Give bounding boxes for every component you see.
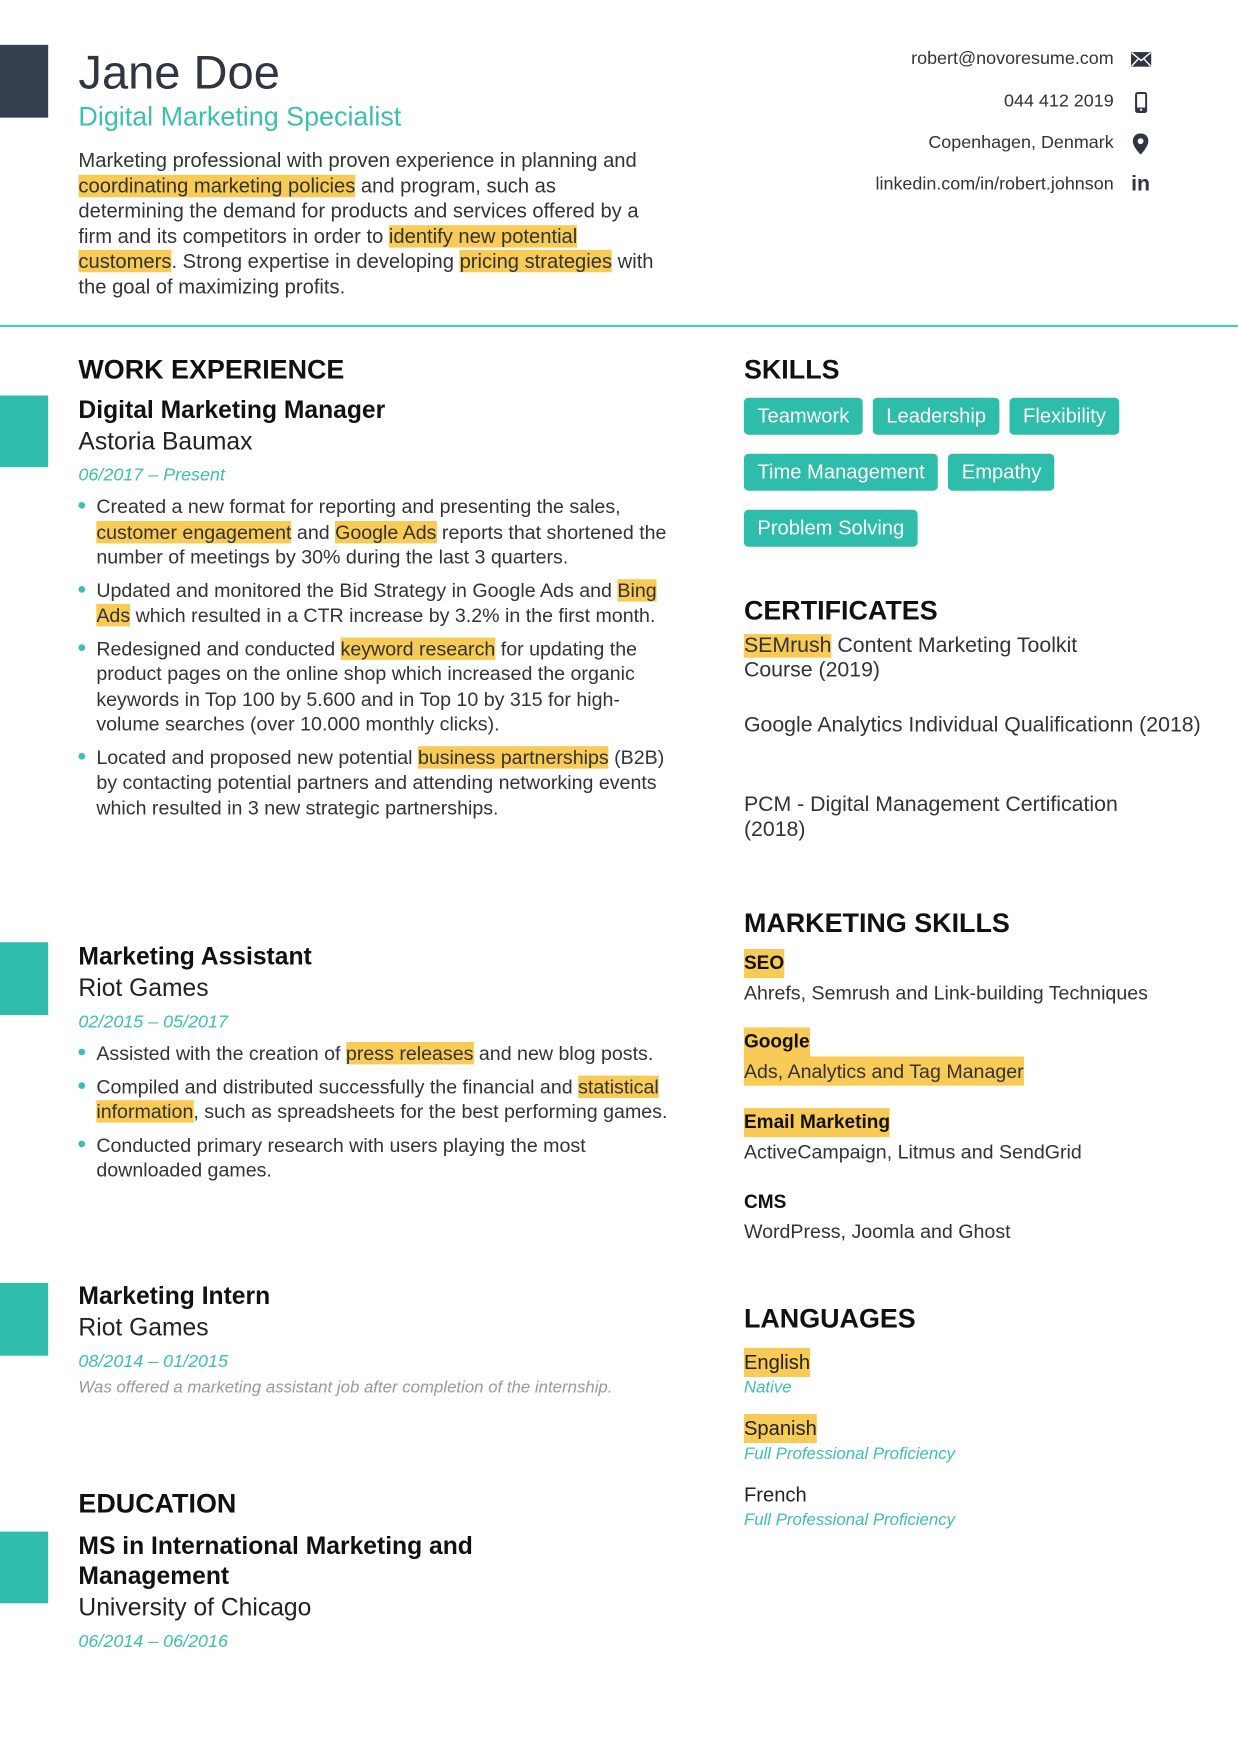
marketing-skill-desc: Ads, Analytics and Tag Manager [744, 1057, 1024, 1086]
text-segment: PCM - Digital Management Certification (2018) [743, 793, 1118, 842]
marketing-skill-name: Email Marketing [744, 1108, 890, 1137]
certificate-item [744, 634, 1125, 683]
envelope-icon [1129, 52, 1151, 68]
language-level: Native [743, 1378, 792, 1398]
bullet-item [78, 578, 672, 628]
text-segment: and program, such as determining the demand for products and services offered by a firm and its competitors in order to [78, 174, 639, 248]
text-segment: and [291, 520, 336, 543]
text-segment: . Strong expertise in developing [171, 249, 460, 273]
highlighted-text: business partnerships [417, 745, 609, 769]
text-segment: Compiled and distributed successfully the financial and [96, 1075, 579, 1098]
highlighted-text: coordinating marketing policies [78, 174, 356, 197]
languages-heading: LANGUAGES [743, 1304, 916, 1335]
text-segment: which resulted in a CTR increase by 3.2% in the first month. [130, 603, 656, 627]
bullet-item [78, 745, 672, 821]
language-item [744, 1414, 1215, 1466]
text-segment: Located and proposed new potential [96, 745, 418, 769]
marketing-skill [744, 1188, 1215, 1246]
job-entry [78, 394, 672, 828]
skills-heading: SKILLS [743, 355, 840, 386]
highlighted-text: identify new potential customers [78, 224, 578, 273]
highlighted-text: SEMrush [743, 634, 832, 658]
job-entry [78, 941, 672, 1190]
job-company: Riot Games [78, 1313, 209, 1342]
bullet-item [78, 1132, 672, 1182]
text-segment: Redesigned and conducted [96, 636, 341, 660]
language-level: Full Professional Proficiency [743, 1510, 956, 1530]
language-item [744, 1480, 1215, 1532]
certificates-heading: CERTIFICATES [743, 596, 938, 627]
highlighted-text: pricing strategies [459, 249, 613, 273]
linkedin-text: linkedin.com/in/robert.johnson [875, 174, 1114, 194]
text-segment: Marketing professional with proven experience in planning and [78, 149, 637, 172]
job-date: 06/2017 – Present [78, 466, 225, 486]
highlighted-text: customer engagement [96, 520, 292, 543]
job-note: Was offered a marketing assistant job after completion of the internship. [78, 1378, 613, 1398]
email-text: robert@novoresume.com [911, 49, 1114, 69]
highlighted-text: Bing Ads [96, 578, 657, 627]
text-segment: and new blog posts. [473, 1041, 654, 1065]
education-heading: EDUCATION [78, 1489, 237, 1520]
skill-tag: Leadership [873, 398, 1000, 435]
bullet-item [78, 494, 672, 570]
linkedin-icon: in [1131, 172, 1151, 197]
marketing-skill-desc: Ahrefs, Semrush and Link-building Techniques [743, 981, 1148, 1004]
header-divider [0, 325, 1238, 327]
highlighted-text: Google Ads [335, 520, 437, 543]
marketing-skill-desc: ActiveCampaign, Litmus and SendGrid [743, 1140, 1082, 1163]
text-segment: reports that shortened the number of meetings by 30% during the last 3 quarters. [96, 520, 667, 569]
text-segment: Assisted with the creation of [96, 1041, 346, 1065]
text-segment: Google Analytics Individual Qualificationn (2018) [743, 713, 1201, 738]
marketing-skill [744, 1108, 1215, 1166]
job-company: Astoria Baumax [78, 426, 253, 455]
job-entry [78, 1281, 672, 1399]
school: University of Chicago [78, 1593, 312, 1622]
highlighted-text: press releases [345, 1041, 474, 1065]
job-date: 08/2014 – 01/2015 [78, 1352, 228, 1372]
text-segment: Conducted primary research with users playing the most downloaded games. [96, 1133, 586, 1181]
degree: MS in International Marketing and Management [78, 1531, 473, 1590]
education-marker [0, 1532, 48, 1604]
job-marker [0, 1283, 48, 1356]
text-segment: Content Marketing Toolkit Course (2019) [743, 634, 1078, 683]
skills-tags [744, 398, 1215, 547]
skill-tag: Flexibility [1010, 398, 1120, 435]
job-bullets [78, 1041, 672, 1183]
marketing-skill-name: Google [744, 1027, 810, 1056]
text-segment: for updating the product pages on the online shop which increased the organic keywords in Top 100 by 5.600 and in Top 10 by 315 for high-volume searches (over 10.000 monthly clicks). [96, 636, 638, 735]
bullet-item [78, 636, 672, 737]
text-segment: , such as spreadsheets for the best performing games. [193, 1100, 668, 1123]
job-bullets [78, 494, 672, 820]
language-name: Spanish [744, 1414, 817, 1443]
contact-email[interactable] [911, 47, 1152, 72]
marketing-skills-heading: MARKETING SKILLS [743, 908, 1010, 939]
education-date: 06/2014 – 06/2016 [78, 1632, 228, 1652]
certificate-item [744, 714, 1215, 739]
phone-text: 044 412 2019 [1004, 91, 1114, 111]
job-title: Marketing Assistant [78, 942, 312, 971]
skill-tag: Time Management [744, 454, 938, 491]
bullet-item [78, 1074, 672, 1124]
highlighted-text: statistical information [96, 1075, 659, 1123]
candidate-title: Digital Marketing Specialist [78, 101, 402, 133]
job-company: Riot Games [78, 973, 209, 1002]
skill-tag: Teamwork [744, 398, 863, 435]
job-marker [0, 942, 48, 1015]
marketing-skill-name: CMS [743, 1190, 787, 1213]
certificate-item [744, 793, 1175, 842]
education-entry [78, 1530, 560, 1655]
text-segment: with the goal of maximizing profits. [78, 249, 654, 298]
job-title: Digital Marketing Manager [78, 395, 386, 424]
language-name: French [743, 1483, 807, 1506]
location-text: Copenhagen, Denmark [928, 133, 1114, 153]
contact-linkedin[interactable] [876, 173, 1152, 198]
marketing-skill [744, 949, 1215, 1007]
language-level: Full Professional Proficiency [743, 1444, 956, 1464]
job-marker [0, 396, 48, 468]
highlighted-text: keyword research [340, 636, 496, 660]
location-pin-icon [1129, 133, 1151, 154]
work-experience-heading: WORK EXPERIENCE [78, 355, 345, 386]
marketing-skill-name: SEO [744, 949, 784, 978]
text-segment: (B2B) by contacting potential partners and attending networking events which resulted in 3 new strategic partnerships. [96, 745, 665, 819]
header-accent-bar [0, 45, 48, 118]
job-date: 02/2015 – 05/2017 [78, 1012, 228, 1032]
candidate-name: Jane Doe [78, 45, 280, 99]
summary-text [78, 148, 658, 299]
bullet-item [78, 1041, 672, 1066]
marketing-skill-desc: WordPress, Joomla and Ghost [743, 1220, 1011, 1243]
skill-tag: Problem Solving [744, 510, 918, 547]
contact-phone[interactable] [1004, 90, 1152, 115]
job-title: Marketing Intern [78, 1281, 271, 1310]
language-name: English [744, 1348, 810, 1377]
skill-tag: Empathy [948, 454, 1054, 491]
text-segment: Updated and monitored the Bid Strategy in Google Ads and [96, 578, 618, 602]
contact-location [928, 131, 1151, 156]
marketing-skill [744, 1027, 1215, 1085]
language-item [744, 1348, 1215, 1400]
text-segment: Created a new format for reporting and presenting the sales, [96, 495, 621, 518]
phone-icon [1129, 91, 1151, 112]
